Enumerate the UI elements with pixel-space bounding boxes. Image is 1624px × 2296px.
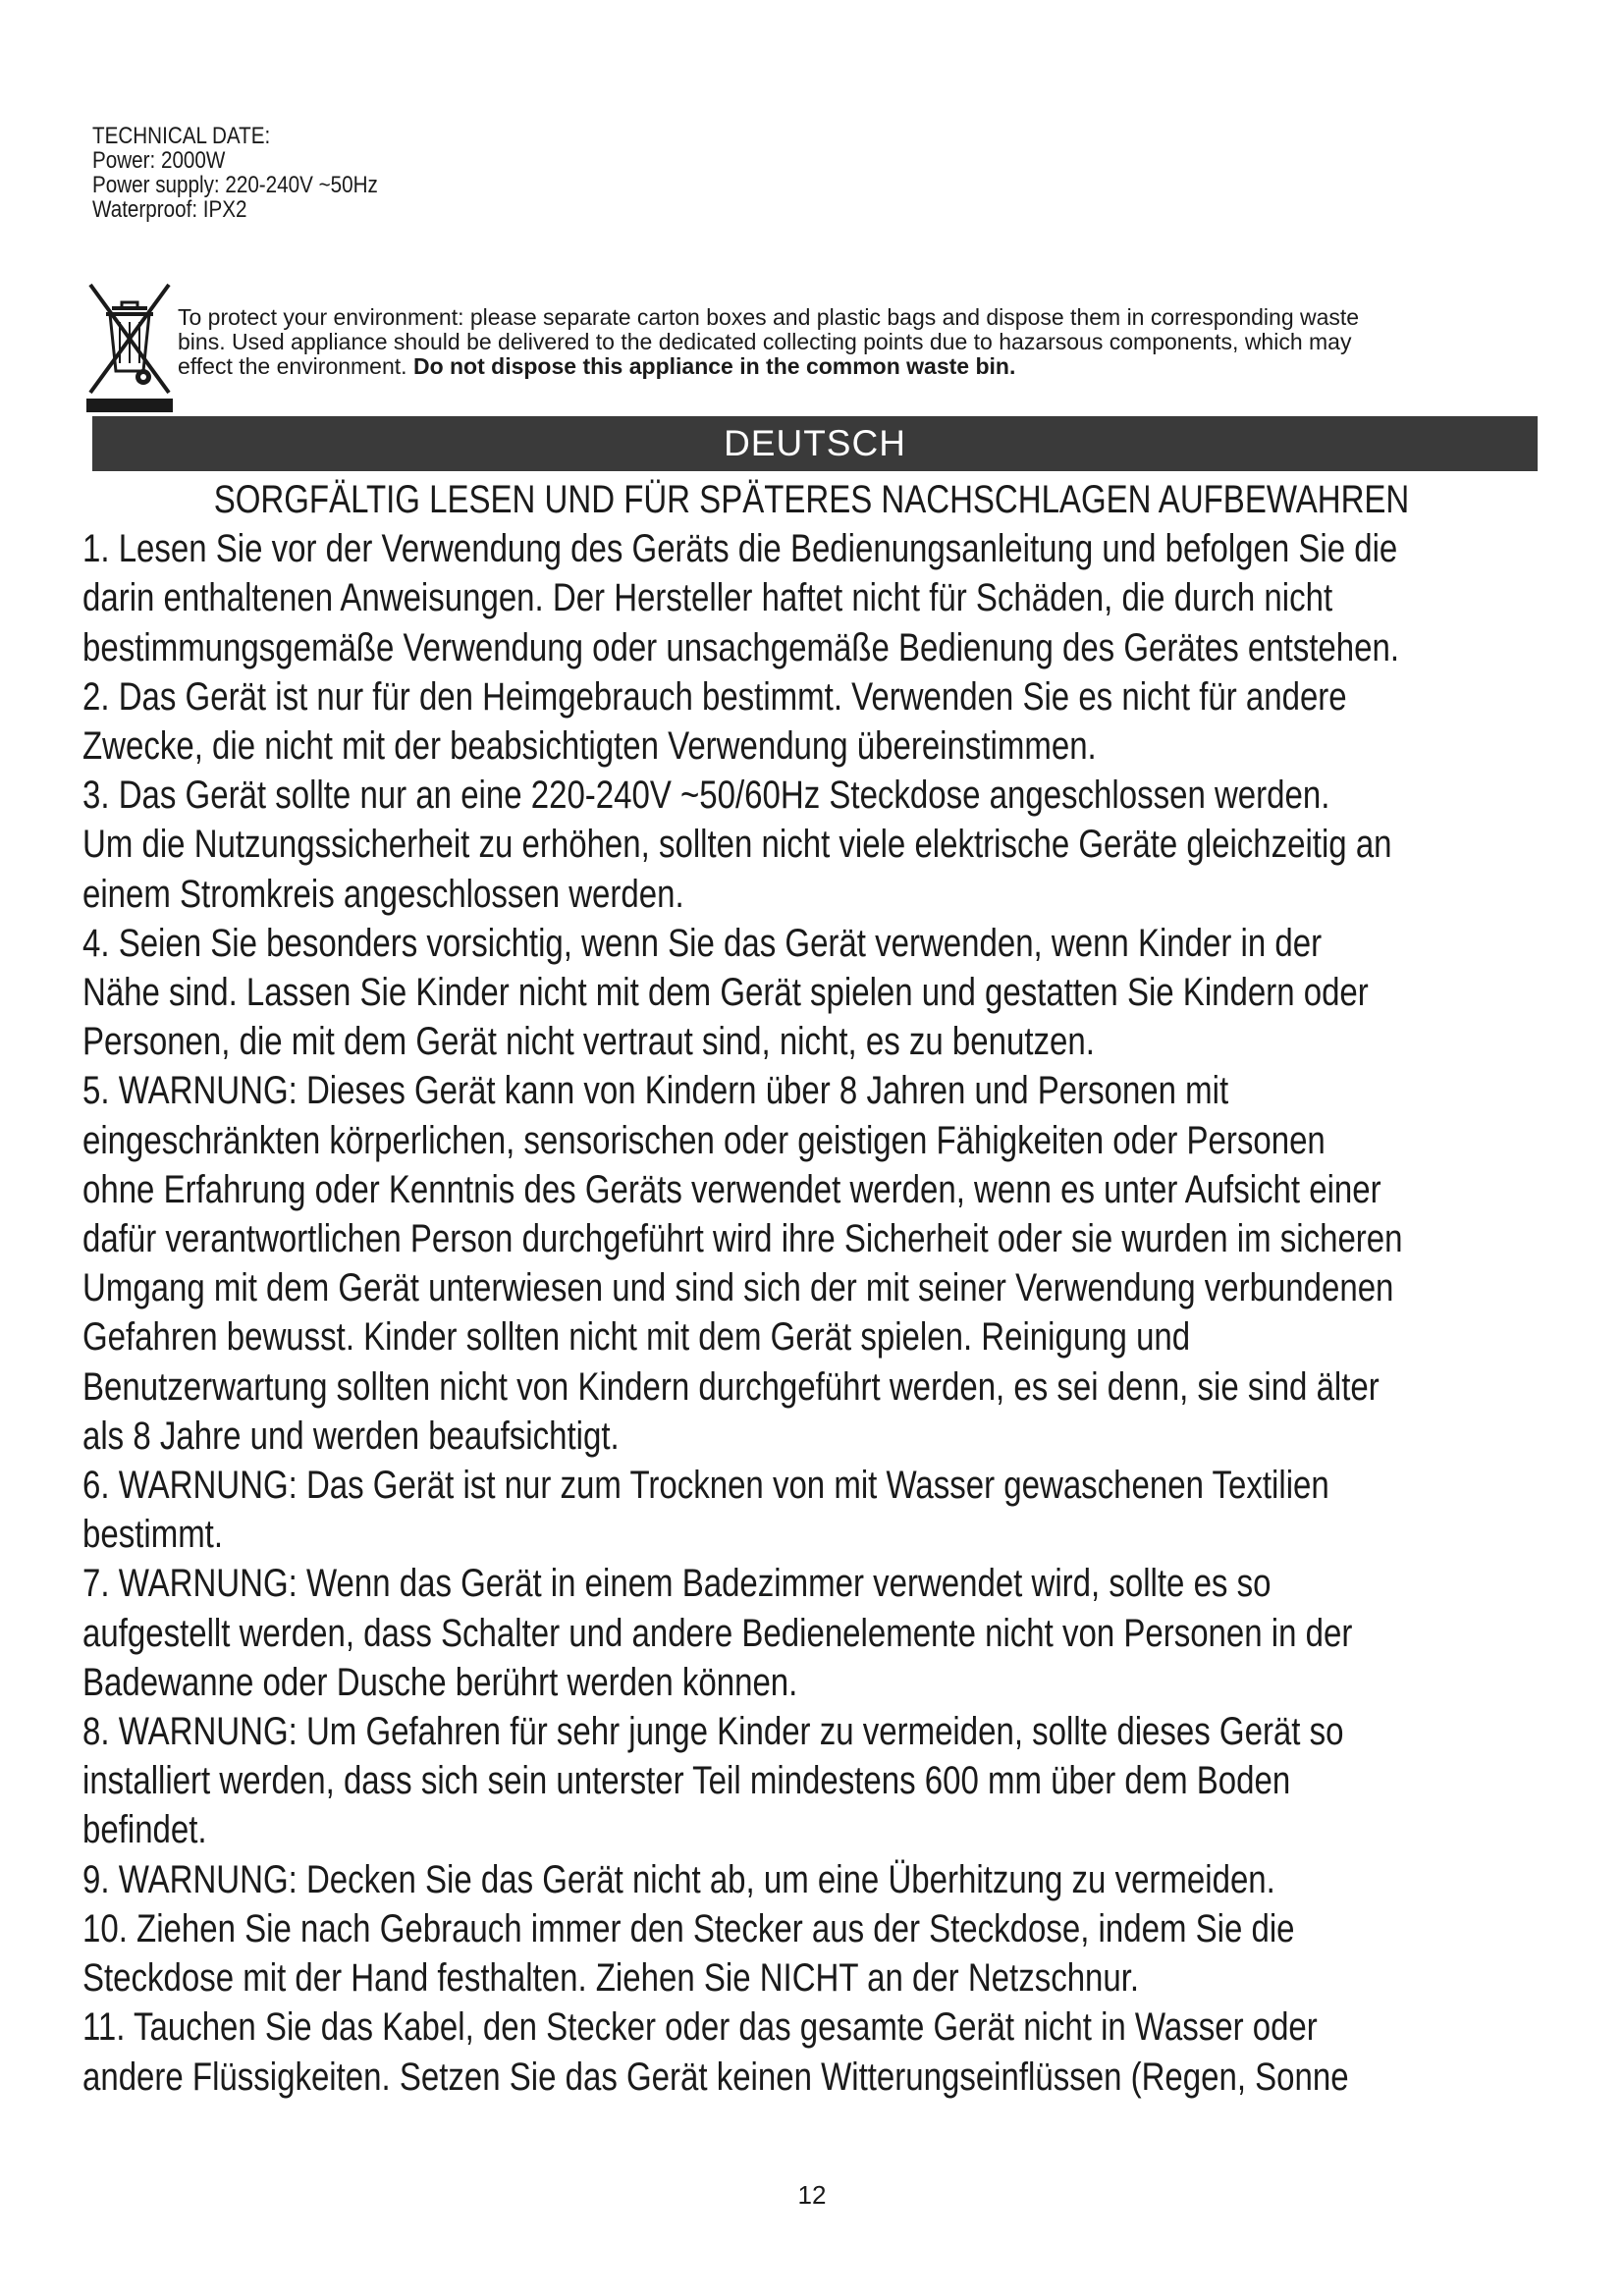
body-line: 8. WARNUNG: Um Gefahren für sehr junge Kinder zu vermeiden, sollte dieses Gerät so [82, 1710, 1344, 1754]
body-line: Umgang mit dem Gerät unterwiesen und sind sich der mit seiner Verwendung verbundenen [82, 1266, 1394, 1310]
body-line: darin enthaltenen Anweisungen. Der Hersteller haftet nicht für Schäden, die durch nicht [82, 576, 1333, 620]
body-line: Benutzerwartung sollten nicht von Kindern durchgeführt werden, es sei denn, sie sind älter [82, 1364, 1380, 1409]
body-line: bestimmungsgemäße Verwendung oder unsachgemäße Bedienung des Gerätes entstehen. [82, 625, 1400, 669]
body-line: Steckdose mit der Hand festhalten. Ziehen Sie NICHT an der Netzschnur. [82, 1956, 1140, 2001]
technical-waterproof: Waterproof: IPX2 [92, 196, 247, 223]
crossed-out-wheelie-bin-icon [82, 277, 177, 414]
body-line: andere Flüssigkeiten. Setzen Sie das Gerät keinen Witterungseinflüssen (Regen, Sonne [82, 2055, 1349, 2099]
body-line: 10. Ziehen Sie nach Gebrauch immer den Stecker aus der Steckdose, indem Sie die [82, 1906, 1295, 1950]
body-line: 7. WARNUNG: Wenn das Gerät in einem Badezimmer verwendet wird, sollte es so [82, 1562, 1272, 1606]
technical-data [92, 124, 378, 222]
body-line: 2. Das Gerät ist nur für den Heimgebrauch bestimmt. Verwenden Sie es nicht für andere [82, 674, 1347, 719]
technical-power-supply: Power supply: 220-240V ~50Hz [92, 172, 378, 198]
body-line: Nähe sind. Lassen Sie Kinder nicht mit dem Gerät spielen und gestatten Sie Kindern oder [82, 971, 1369, 1015]
environment-line-3 [178, 354, 1533, 379]
body-line: als 8 Jahre und werden beaufsichtigt. [82, 1414, 620, 1458]
environment-line-3-text: effect the environment. [178, 353, 413, 379]
environment-line-2: bins. Used appliance should be delivered to the dedicated collecting points due to hazarsous components, which may [178, 329, 1352, 354]
body-line: dafür verantwortlichen Person durchgeführt wird ihre Sicherheit oder sie wurden im sicheren [82, 1217, 1403, 1261]
body-line: befindet. [82, 1808, 207, 1852]
body-line: Gefahren bewusst. Kinder sollten nicht mit dem Gerät spielen. Reinigung und [82, 1315, 1191, 1360]
body-line: Zwecke, die nicht mit der beabsichtigten Verwendung übereinstimmen. [82, 724, 1097, 769]
body-line: bestimmt. [82, 1513, 224, 1557]
body-line: 11. Tauchen Sie das Kabel, den Stecker oder das gesamte Gerät nicht in Wasser oder [82, 2005, 1318, 2050]
body-line: 3. Das Gerät sollte nur an eine 220-240V ~50/60Hz Steckdose angeschlossen werden. [82, 774, 1330, 818]
body-line: Um die Nutzungssicherheit zu erhöhen, sollten nicht viele elektrische Geräte gleichzeitig an [82, 823, 1392, 867]
page-number: 12 [797, 2180, 827, 2210]
body-line: 6. WARNUNG: Das Gerät ist nur zum Trocknen von mit Wasser gewaschenen Textilien [82, 1464, 1329, 1508]
body-line: Badewanne oder Dusche berührt werden können. [82, 1660, 798, 1704]
body-line: einem Stromkreis angeschlossen werden. [82, 872, 684, 916]
body-line: aufgestellt werden, dass Schalter und andere Bedienelemente nicht von Personen in der [82, 1611, 1353, 1655]
body-line: 1. Lesen Sie vor der Verwendung des Geräts die Bedienungsanleitung und befolgen Sie die [82, 527, 1398, 571]
body-line: eingeschränkten körperlichen, sensorischen oder geistigen Fähigkeiten oder Personen [82, 1118, 1326, 1162]
body-line: 9. WARNUNG: Decken Sie das Gerät nicht ab, um eine Überhitzung zu vermeiden. [82, 1857, 1275, 1901]
body-line: 5. WARNUNG: Dieses Gerät kann von Kindern über 8 Jahren und Personen mit [82, 1069, 1229, 1113]
body-line: ohne Erfahrung oder Kenntnis des Geräts verwendet werden, wenn es unter Aufsicht einer [82, 1167, 1381, 1211]
instructions-body [82, 475, 1541, 2102]
body-line: 4. Seien Sie besonders vorsichtig, wenn Sie das Gerät verwenden, wenn Kinder in der [82, 921, 1323, 965]
environment-notice [178, 305, 1533, 379]
environment-line-1: To protect your environment: please separate carton boxes and plastic bags and dispose them in corresponding waste [178, 304, 1360, 330]
technical-title: TECHNICAL DATE: [92, 123, 271, 149]
instructions-heading: SORGFÄLTIG LESEN UND FÜR SPÄTERES NACHSCHLAGEN AUFBEWAHREN [213, 478, 1410, 521]
section-header-bar [92, 416, 1538, 471]
body-line: Personen, die mit dem Gerät nicht vertraut sind, nicht, es zu benutzen. [82, 1020, 1095, 1064]
environment-warning-bold: Do not dispose this appliance in the common waste bin. [412, 353, 1016, 379]
technical-power: Power: 2000W [92, 147, 226, 174]
section-title: DEUTSCH [724, 423, 906, 463]
body-line: installiert werden, dass sich sein unterster Teil mindestens 600 mm über dem Boden [82, 1759, 1291, 1803]
